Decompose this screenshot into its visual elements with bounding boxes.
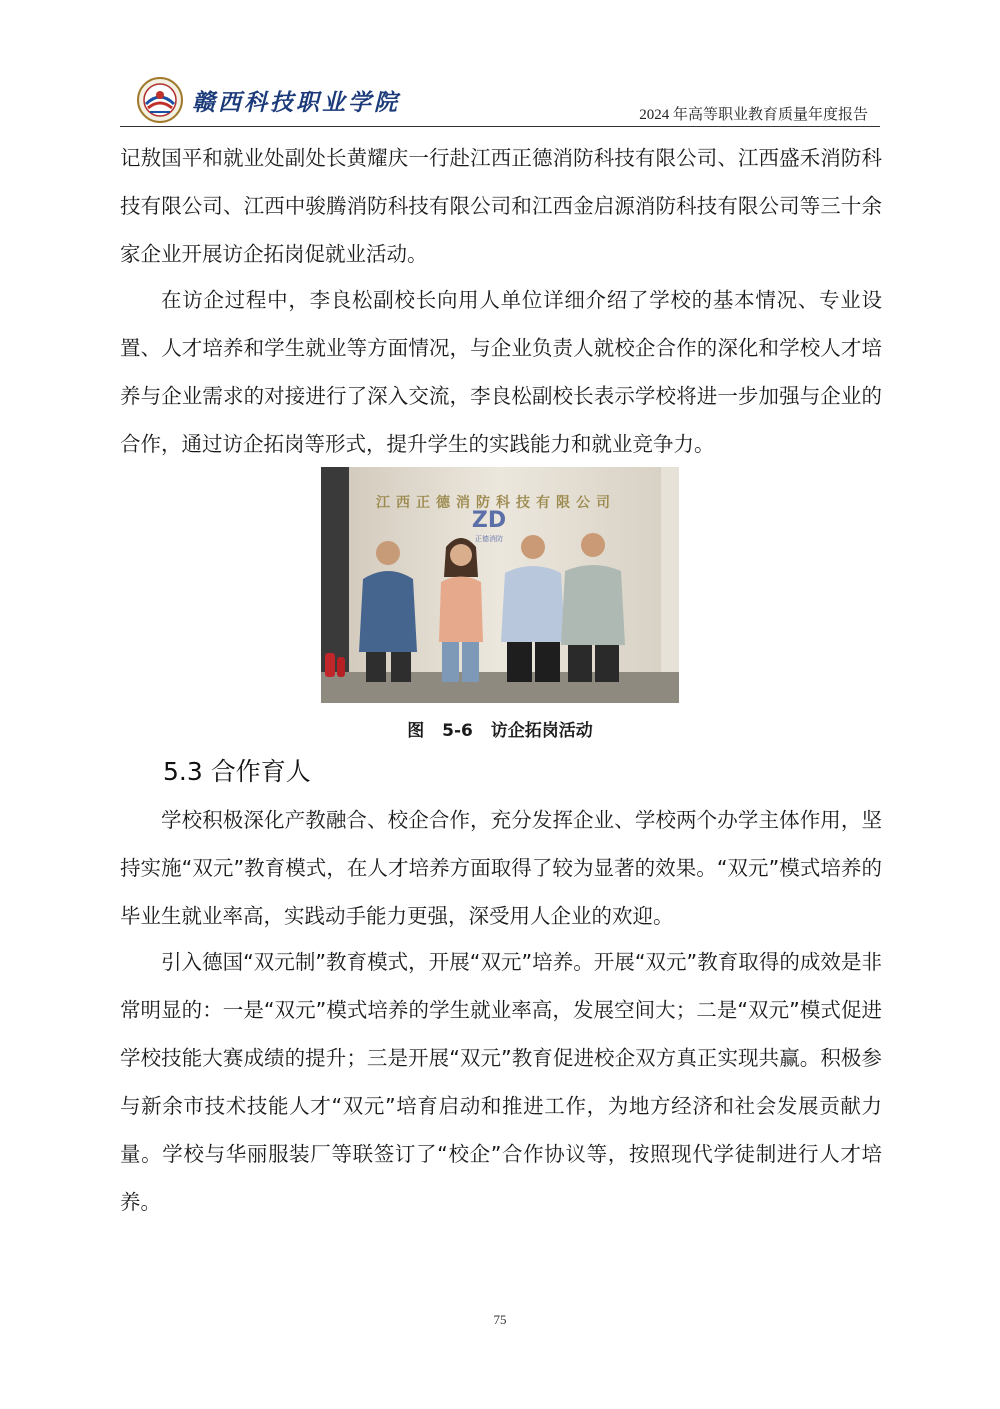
svg-text:ZD: ZD — [471, 508, 507, 533]
body-paragraph-1: 记敖国平和就业处副处长黄耀庆一行赴江西正德消防科技有限公司、江西盛禾消防科技有限公司、江西中骏腾消防科技有限公司和江西金启源消防科技有限公司等三十余家企业开展访企拓岗促就业活动。 — [120, 146, 882, 266]
school-name: 赣西科技职业学院 — [192, 89, 400, 116]
page-number: 75 — [493, 1312, 507, 1327]
body-paragraph-2: 在访企过程中，李良松副校长向用人单位详细介绍了学校的基本情况、专业设置、人才培养和学生就业等方面情况，与企业负责人就校企合作的深化和学校人才培养与企业需求的对接进行了深入交流，李良松副校长表示学校将进一步加强与企业的合作，通过访企拓岗等形式，提升学生的实践能力和就业竞争力。 — [120, 288, 882, 456]
body-paragraph-4: 引入德国“双元制”教育模式，开展“双元”培养。开展“双元”教育取得的成效是非常明显的：一是“双元”模式培养的学生就业率高，发展空间大；二是“双元”模式促进学校技能大赛成绩的提升；三是开展“双元”教育促进校企双方真正实现共赢。积极参与新余市技术技能人才“双元”培育启动和推进工作，为地方经济和社会发展贡献力量。学校与华丽服装厂等联签订了“校企”合作协议等，按照现代学徒制进行人才培养。 — [120, 950, 882, 1214]
figure-caption — [0, 716, 1000, 741]
figure-caption-text: 访企拓岗活动 — [490, 721, 593, 741]
visit-photo — [321, 467, 679, 703]
wall-sign: 江西正德消防科技有限公司 — [376, 495, 616, 511]
figure-number: 5-6 — [442, 721, 473, 741]
body-paragraph-3: 学校积极深化产教融合、校企合作，充分发挥企业、学校两个办学主体作用，坚持实施“双元”教育模式，在人才培养方面取得了较为显著的效果。“双元”模式培养的毕业生就业率高，实践动手能力更强，深受用人企业的欢迎。 — [120, 808, 882, 928]
figure-label: 图 — [407, 721, 425, 741]
report-title: 2024 年高等职业教育质量年度报告 — [639, 107, 868, 123]
wall-logo-text: 正德消防 — [475, 535, 503, 543]
school-emblem-icon — [136, 76, 184, 124]
page-header — [120, 70, 880, 127]
section-heading: 5.3 合作育人 — [163, 757, 311, 786]
